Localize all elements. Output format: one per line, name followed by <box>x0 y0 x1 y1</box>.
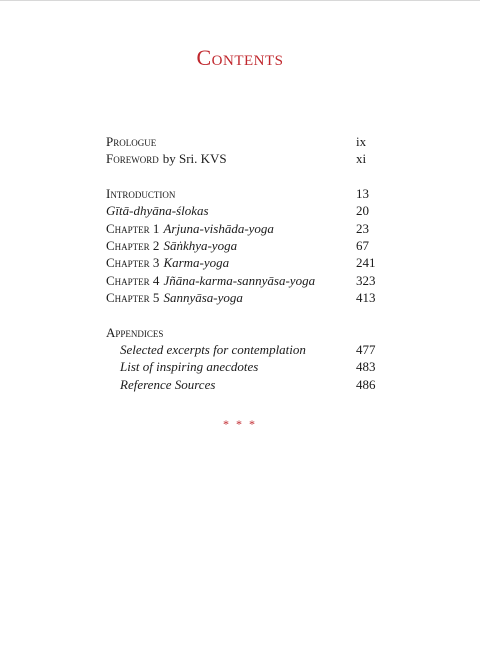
toc-appendix-title: Selected excerpts for contemplation <box>120 341 306 357</box>
section-ornament: * * * <box>223 417 257 431</box>
toc-row-chapter-4[interactable] <box>106 272 378 289</box>
toc-entry <box>106 237 237 254</box>
toc-entry <box>106 220 274 237</box>
toc-entry <box>106 202 209 219</box>
toc-label-suffix: by Sri. KVS <box>162 151 227 167</box>
toc-page-number: 13 <box>356 185 369 201</box>
toc-row-gita-dhyana[interactable] <box>106 202 378 219</box>
toc-entry <box>106 133 156 150</box>
toc-entry <box>106 254 229 271</box>
toc-chapter-label: Chapter 5 <box>106 290 160 306</box>
toc-row-chapter-2[interactable] <box>106 237 378 254</box>
table-of-contents <box>106 133 378 393</box>
toc-page-number: 486 <box>356 376 376 392</box>
toc-page-number: 67 <box>356 237 369 253</box>
toc-row-appendices[interactable] <box>106 324 378 341</box>
toc-chapter-title: Karma-yoga <box>163 255 230 271</box>
toc-row-introduction[interactable] <box>106 185 378 202</box>
toc-chapter-label: Chapter 4 <box>106 272 160 288</box>
toc-row-chapter-1[interactable] <box>106 220 378 237</box>
toc-entry <box>106 150 227 167</box>
toc-chapter-title: Sannyāsa-yoga <box>163 290 243 306</box>
page-title: Contents <box>196 45 284 70</box>
toc-chapter-title: Arjuna-vishāda-yoga <box>163 220 274 236</box>
toc-appendix-title: Reference Sources <box>120 376 216 392</box>
toc-row-appendix-excerpts[interactable] <box>106 341 378 358</box>
toc-row-prologue[interactable] <box>106 133 378 150</box>
toc-entry <box>106 358 258 375</box>
toc-label: Foreword <box>106 151 159 167</box>
toc-row-appendix-anecdotes[interactable] <box>106 358 378 375</box>
toc-chapter-label: Chapter 2 <box>106 237 160 253</box>
toc-page-number: xi <box>356 151 367 167</box>
toc-title: Gītā-dhyāna-ślokas <box>106 203 209 219</box>
toc-page-number: ix <box>356 134 367 149</box>
toc-page-number: 323 <box>356 272 376 288</box>
toc-label: Appendices <box>106 324 164 340</box>
toc-entry <box>106 376 215 393</box>
toc-entry <box>106 341 306 358</box>
toc-entry <box>106 289 243 306</box>
toc-chapter-title: Jñāna-karma-sannyāsa-yoga <box>163 272 316 288</box>
toc-row-chapter-5[interactable] <box>106 289 378 306</box>
toc-page-number: 413 <box>356 290 376 306</box>
toc-row-chapter-3[interactable] <box>106 254 378 271</box>
toc-entry <box>106 185 175 202</box>
toc-page-number: 483 <box>356 359 376 375</box>
toc-page-number: 23 <box>356 220 369 236</box>
toc-label: Prologue <box>106 134 157 149</box>
toc-chapter-label: Chapter 3 <box>106 255 160 271</box>
toc-entry <box>106 324 163 341</box>
toc-entry <box>106 272 315 289</box>
toc-appendix-title: List of inspiring anecdotes <box>120 359 259 375</box>
toc-page-number: 241 <box>356 255 376 271</box>
toc-row-appendix-references[interactable] <box>106 376 378 393</box>
toc-row-foreword[interactable] <box>106 150 378 167</box>
toc-page-number: 477 <box>356 341 376 357</box>
toc-chapter-title: Sāṅkhya-yoga <box>163 237 238 253</box>
toc-chapter-label: Chapter 1 <box>106 220 160 236</box>
toc-label: Introduction <box>106 185 176 201</box>
toc-page-number: 20 <box>356 203 369 219</box>
